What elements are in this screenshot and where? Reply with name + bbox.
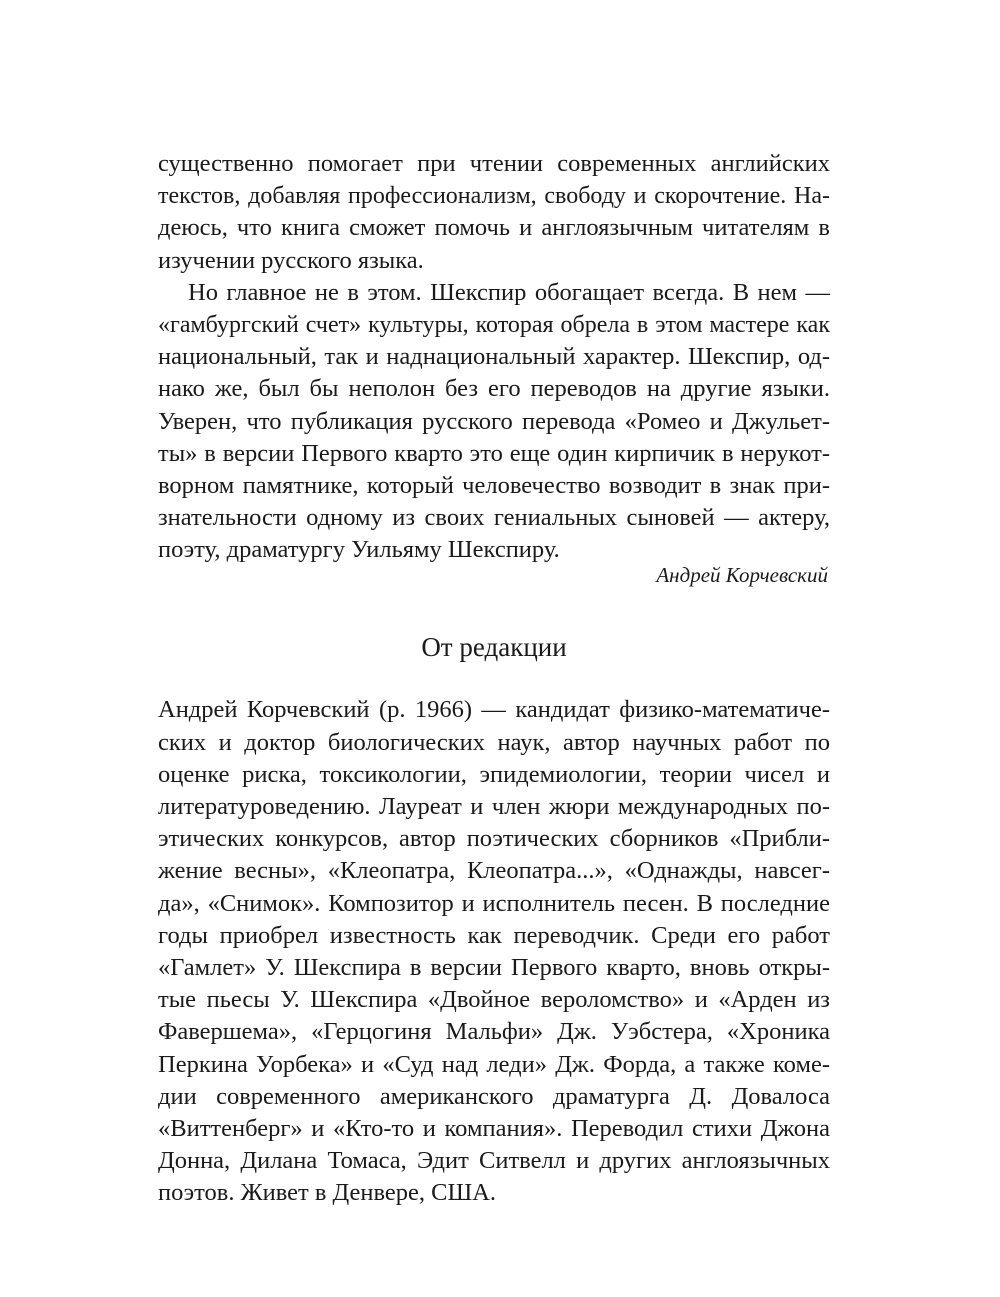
paragraph-line: Уверен, что публикация русского перевода «Ромео и Джульет- — [158, 407, 830, 435]
paragraph-line: изучении русского языка. — [158, 246, 424, 274]
book-page — [158, 148, 830, 1209]
paragraph-line: жение весны», «Клеопатра, Клеопатра...», «Однажды, навсег- — [158, 857, 830, 885]
paragraph-line: ских и доктор биологических наук, автор научных работ по — [158, 728, 830, 756]
paragraph-line: текстов, добавляя профессионализм, свободу и скорочтение. На- — [158, 183, 830, 210]
paragraph-line: литературоведению. Лауреат и член жюри международных по- — [158, 793, 830, 820]
author-signature: Андрей Корчевский — [656, 563, 828, 588]
paragraph-line: Перкина Уорбека» и «Суд над леди» Дж. Форда, а также коме- — [158, 1050, 830, 1078]
paragraph-line: нако же, был бы неполон без его переводов на другие языки. — [158, 375, 830, 403]
paragraph-line: оценке риска, токсикологии, эпидемиологии, теории чисел и — [158, 760, 830, 788]
paragraph-line: поэтов. Живет в Денвере, США. — [158, 1179, 497, 1207]
paragraph-line: дии современного американского драматурга Д. Довалоса — [158, 1082, 830, 1110]
paragraph-line: деюсь, что книга сможет помочь и англоязычным читателям в — [158, 214, 830, 242]
paragraph-line: «гамбургский счет» культуры, которая обрела в этом мастере как — [158, 311, 830, 338]
paragraph-line: «Виттенберг» и «Кто-то и компания». Переводил стихи Джона — [158, 1114, 830, 1142]
paragraph-line: поэту, драматургу Уильяму Шекспиру. — [158, 536, 560, 564]
paragraph-line: ты» в версии Первого кварто это еще один кирпичик в нерукот- — [158, 439, 830, 467]
paragraph-line: этических конкурсов, автор поэтических сборников «Прибли- — [158, 825, 830, 853]
paragraph-line: да», «Снимок». Композитор и исполнитель песен. В последние — [158, 889, 830, 917]
intro-paragraph — [158, 148, 830, 277]
paragraph-line: Но главное не в этом. Шекспир обогащает всегда. В нем — — [188, 278, 830, 306]
paragraph-line: Донна, Дилана Томаса, Эдит Ситвелл и других англоязычных — [158, 1147, 830, 1175]
paragraph-line: Фавершема», «Герцогиня Мальфи» Дж. Уэбстера, «Хроника — [158, 1018, 830, 1046]
paragraph-line: знательности одному из своих гениальных сыновей — актеру, — [158, 504, 830, 532]
paragraph-line: Андрей Корчевский (р. 1966) — кандидат физико-математиче- — [158, 696, 830, 724]
bio-paragraph — [158, 694, 830, 1209]
paragraph-line: национальный, так и наднациональный характер. Шекспир, од- — [158, 343, 830, 371]
paragraph-line: ворном памятнике, который человечество возводит в знак при- — [158, 471, 830, 499]
paragraph-line: «Гамлет» У. Шекспира в версии Первого кварто, вновь откры- — [158, 953, 830, 981]
paragraph-line: тые пьесы У. Шекспира «Двойное вероломство» и «Арден из — [158, 986, 830, 1014]
paragraph-line: существенно помогает при чтении современных английских — [158, 150, 830, 177]
section-title: От редакции — [421, 632, 567, 663]
main-paragraph — [158, 277, 830, 567]
paragraph-line: годы приобрел известность как переводчик. Среди его работ — [158, 921, 830, 949]
